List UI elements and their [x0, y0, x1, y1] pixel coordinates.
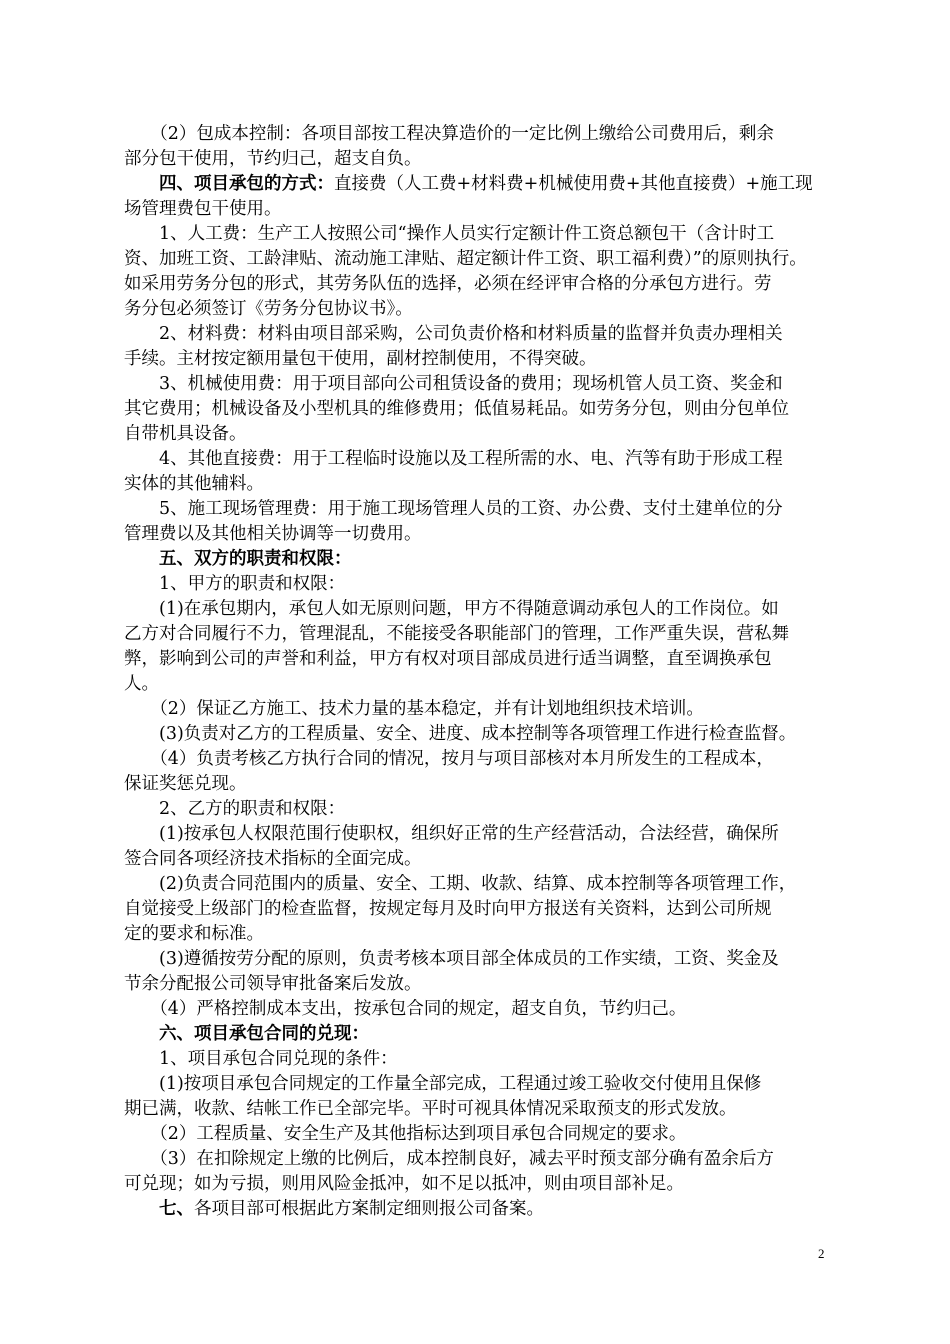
- paragraph: [124, 797, 830, 822]
- text-line: [124, 222, 830, 247]
- text-segment: 自觉接受上级部门的检查监督，按规定每月及时向甲方报送有关资料，达到公司所规: [124, 899, 772, 919]
- paragraph: [124, 597, 830, 697]
- text-segment: 务分包必须签订《劳务分包协议书》。: [124, 299, 413, 319]
- text-segment: 定的要求和标准。: [124, 924, 264, 944]
- text-line: [124, 1047, 830, 1072]
- text-segment: 管理费以及其他相关协调等一切费用。: [124, 524, 422, 544]
- text-line: [124, 1147, 830, 1172]
- text-segment: 直接费（人工费+材料费+机械使用费+其他直接费）+施工现: [334, 174, 813, 194]
- text-segment: 3、机械使用费：用于项目部向公司租赁设备的费用；现场机管人员工资、奖金和: [124, 374, 783, 394]
- text-line: [124, 522, 830, 547]
- paragraph: [124, 572, 830, 597]
- text-segment: 2、材料费：材料由项目部采购，公司负责价格和材料质量的监督并负责办理相关: [124, 324, 783, 344]
- text-line: [124, 947, 830, 972]
- text-line: [124, 597, 830, 622]
- paragraph: [124, 947, 830, 997]
- text-line: [124, 747, 830, 772]
- text-line: [124, 122, 830, 147]
- paragraph: [124, 372, 830, 447]
- text-line: [124, 897, 830, 922]
- page-number: 2: [818, 1246, 825, 1261]
- paragraph: [124, 697, 830, 722]
- text-segment: 其它费用；机械设备及小型机具的维修费用；低值易耗品。如劳务分包，则由分包单位: [124, 399, 789, 419]
- text-line: [124, 147, 830, 172]
- paragraph: [124, 172, 830, 222]
- paragraph: [124, 1047, 830, 1072]
- text-line: [124, 1097, 830, 1122]
- text-line: [124, 1072, 830, 1097]
- text-segment: 人。: [124, 674, 159, 694]
- paragraph: [124, 872, 830, 947]
- text-line: [124, 722, 830, 747]
- text-line: [124, 1122, 830, 1147]
- text-segment: 部分包干使用，节约归己，超支自负。: [124, 149, 422, 169]
- text-line: [124, 797, 830, 822]
- text-segment: 手续。主材按定额用量包干使用，副材控制使用，不得突破。: [124, 349, 597, 369]
- text-segment: 2、乙方的职责和权限：: [124, 799, 346, 819]
- section-heading: 五、双方的职责和权限：: [124, 549, 352, 569]
- text-line: [124, 472, 830, 497]
- text-segment: 4、其他直接费：用于工程临时设施以及工程所需的水、电、汽等有助于形成工程: [124, 449, 783, 469]
- text-line: [124, 1022, 830, 1047]
- paragraph: [124, 822, 830, 872]
- text-line: [124, 547, 830, 572]
- text-line: [124, 1172, 830, 1197]
- text-line: [124, 447, 830, 472]
- text-line: [124, 697, 830, 722]
- text-line: [124, 197, 830, 222]
- text-segment: (2)负责合同范围内的质量、安全、工期、收款、结算、成本控制等各项管理工作，: [124, 874, 797, 894]
- paragraph: [124, 997, 830, 1022]
- text-line: [124, 847, 830, 872]
- text-segment: 1、项目承包合同兑现的条件：: [124, 1049, 398, 1069]
- text-line: [124, 172, 830, 197]
- text-line: [124, 1197, 830, 1222]
- text-line: [124, 497, 830, 522]
- text-segment: 5、施工现场管理费：用于施工现场管理人员的工资、办公费、支付土建单位的分: [124, 499, 783, 519]
- text-line: [124, 622, 830, 647]
- paragraph: [124, 547, 830, 572]
- text-line: [124, 397, 830, 422]
- text-segment: （3）在扣除规定上缴的比例后，成本控制良好，减去平时预支部分确有盈余后方: [124, 1149, 774, 1169]
- paragraph: [124, 122, 830, 172]
- text-segment: 自带机具设备。: [124, 424, 247, 444]
- text-segment: (1)在承包期内，承包人如无原则问题，甲方不得随意调动承包人的工作岗位。如: [124, 599, 779, 619]
- text-line: [124, 822, 830, 847]
- text-segment: 可兑现；如为亏损，则用风险金抵冲，如不足以抵冲，则由项目部补足。: [124, 1174, 684, 1194]
- text-segment: 节余分配报公司领导审批备案后发放。: [124, 974, 422, 994]
- paragraph: [124, 1122, 830, 1147]
- section-heading: 六、项目承包合同的兑现：: [124, 1024, 369, 1044]
- text-segment: 资、加班工资、工龄津贴、流动施工津贴、超定额计件工资、职工福利费）”的原则执行。: [124, 249, 807, 269]
- text-line: [124, 247, 830, 272]
- paragraph: [124, 447, 830, 497]
- text-segment: 实体的其他辅料。: [124, 474, 264, 494]
- text-segment: 弊，影响到公司的声誉和利益，甲方有权对项目部成员进行适当调整，直至调换承包: [124, 649, 772, 669]
- text-line: [124, 972, 830, 997]
- text-line: [124, 347, 830, 372]
- paragraph: [124, 222, 830, 322]
- paragraph: [124, 747, 830, 797]
- text-line: [124, 647, 830, 672]
- text-segment: 场管理费包干使用。: [124, 199, 282, 219]
- text-line: [124, 297, 830, 322]
- text-segment: 各项目部可根据此方案制定细则报公司备案。: [194, 1199, 544, 1219]
- text-segment: 如采用劳务分包的形式，其劳务队伍的选择，必须在经评审合格的分承包方进行。劳: [124, 274, 772, 294]
- paragraph: [124, 722, 830, 747]
- text-line: [124, 872, 830, 897]
- paragraph: [124, 1022, 830, 1047]
- text-segment: （2）包成本控制：各项目部按工程决算造价的一定比例上缴给公司费用后，剩余: [124, 124, 774, 144]
- section-heading: 四、项目承包的方式：: [124, 174, 334, 194]
- text-segment: (3)遵循按劳分配的原则，负责考核本项目部全体成员的工作实绩，工资、奖金及: [124, 949, 779, 969]
- section-heading: 七、: [124, 1199, 194, 1219]
- paragraph: [124, 1197, 830, 1222]
- text-line: [124, 672, 830, 697]
- text-segment: 乙方对合同履行不力，管理混乱，不能接受各职能部门的管理，工作严重失误，营私舞: [124, 624, 789, 644]
- text-segment: (1)按项目承包合同规定的工作量全部完成，工程通过竣工验收交付使用且保修: [124, 1074, 762, 1094]
- text-segment: 1、甲方的职责和权限：: [124, 574, 346, 594]
- text-segment: （2）保证乙方施工、技术力量的基本稳定，并有计划地组织技术培训。: [124, 699, 704, 719]
- text-line: [124, 272, 830, 297]
- text-line: [124, 922, 830, 947]
- paragraph: [124, 1072, 830, 1122]
- text-segment: 保证奖惩兑现。: [124, 774, 247, 794]
- paragraph: [124, 1147, 830, 1197]
- text-segment: 1、人工费：生产工人按照公司“操作人员实行定额计件工资总额包干（含计时工: [124, 224, 775, 244]
- text-segment: （4）负责考核乙方执行合同的情况，按月与项目部核对本月所发生的工程成本，: [124, 749, 774, 769]
- paragraph: [124, 322, 830, 372]
- text-line: [124, 372, 830, 397]
- text-segment: （2）工程质量、安全生产及其他指标达到项目承包合同规定的要求。: [124, 1124, 687, 1144]
- text-segment: 期已满，收款、结帐工作已全部完毕。平时可视具体情况采取预支的形式发放。: [124, 1099, 737, 1119]
- document-body: [124, 122, 830, 1222]
- text-line: [124, 997, 830, 1022]
- text-line: [124, 322, 830, 347]
- text-line: [124, 772, 830, 797]
- text-segment: (1)按承包人权限范围行使职权，组织好正常的生产经营活动，合法经营，确保所: [124, 824, 779, 844]
- paragraph: [124, 497, 830, 547]
- text-segment: (3)负责对乙方的工程质量、安全、进度、成本控制等各项管理工作进行检查监督。: [124, 724, 797, 744]
- text-segment: 签合同各项经济技术指标的全面完成。: [124, 849, 422, 869]
- text-line: [124, 422, 830, 447]
- text-line: [124, 572, 830, 597]
- text-segment: （4）严格控制成本支出，按承包合同的规定，超支自负，节约归己。: [124, 999, 687, 1019]
